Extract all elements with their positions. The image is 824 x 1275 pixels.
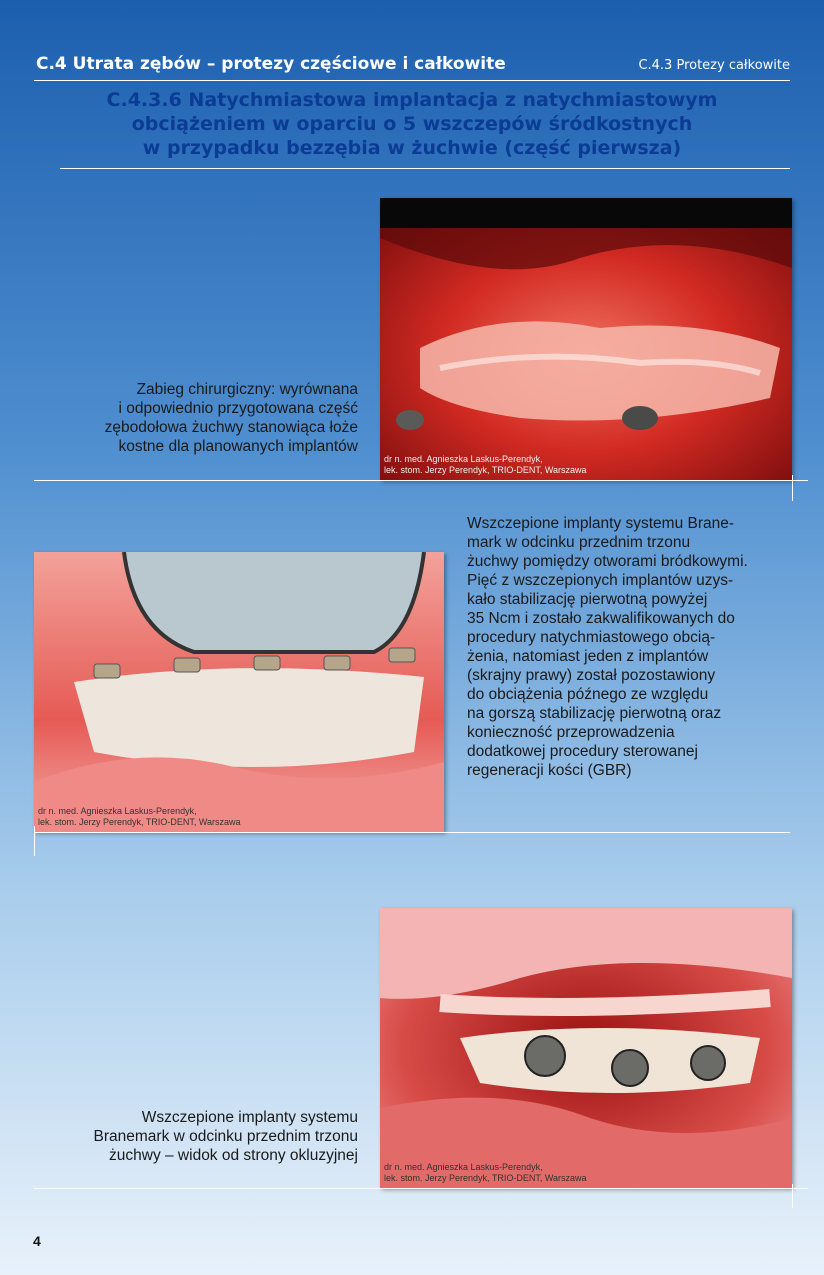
figure-rule-tick <box>792 475 793 501</box>
implants-photo-image <box>34 552 444 832</box>
surgical-photo-image <box>380 198 792 480</box>
photo-credit: dr n. med. Agnieszka Laskus-Perendyk, lek. stom. Jerzy Perendyk, TRIO-DENT, Warszawa <box>384 1162 587 1183</box>
photo-credit: dr n. med. Agnieszka Laskus-Perendyk, lek. stom. Jerzy Perendyk, TRIO-DENT, Warszawa <box>384 454 587 475</box>
section-label: C.4.3 Protezy całkowite <box>638 58 790 73</box>
photo-credit: dr n. med. Agnieszka Laskus-Perendyk, lek. stom. Jerzy Perendyk, TRIO-DENT, Warszawa <box>38 806 241 827</box>
occlusal-view-photo-image <box>380 908 792 1188</box>
chapter-title: C.4 Utrata zębów – protezy częściowe i całkowite <box>36 54 506 74</box>
figure-rule <box>34 1188 808 1189</box>
figure-caption: Wszczepione implanty systemu Brane- mark w odcinku przednim trzonu żuchwy pomiędzy otworami bródkowymi. Pięć z wszczepionych implantów uzys- kało stabilizację pierwotną powyżej 35 Ncm i zostało zakwalifikowanych do procedury natychmiastowego obcią- żenia, natomiast jeden z implantów (skrajny prawy) został pozostawiony do obciążenia późnego ze względu na gorszą stabilizację pierwotną oraz konieczność przeprowadzenia dodatkowej procedury sterowanej regeneracji kości (GBR) <box>467 515 748 779</box>
figure-rule <box>34 832 790 833</box>
running-header <box>36 54 790 80</box>
title-line: obciążeniem w oparciu o 5 wszczepów śródkostnych <box>131 113 693 135</box>
surgical-photo <box>380 198 792 480</box>
title-line: C.4.3.6 Natychmiastowa implantacja z natychmiastowym <box>106 89 718 111</box>
header-rule <box>34 80 790 81</box>
figure-caption: Wszczepione implanty systemu Branemark w odcinku przednim trzonu żuchwy – widok od strony okluzyjnej <box>93 1109 358 1164</box>
figure-rule-tick <box>34 826 35 856</box>
figure-caption: Zabieg chirurgiczny: wyrównana i odpowiednio przygotowana część zębodołowa żuchwy stanowiąca łoże kostne dla planowanych implantów <box>104 381 358 455</box>
title-line: w przypadku bezzębia w żuchwie (część pierwsza) <box>142 137 682 159</box>
figure-rule <box>34 480 808 481</box>
implants-photo <box>34 552 444 832</box>
page-title <box>40 88 784 160</box>
figure-rule-tick <box>792 1184 793 1208</box>
occlusal-view-photo <box>380 908 792 1188</box>
page-number: 4 <box>33 1233 41 1249</box>
title-rule <box>60 168 790 169</box>
